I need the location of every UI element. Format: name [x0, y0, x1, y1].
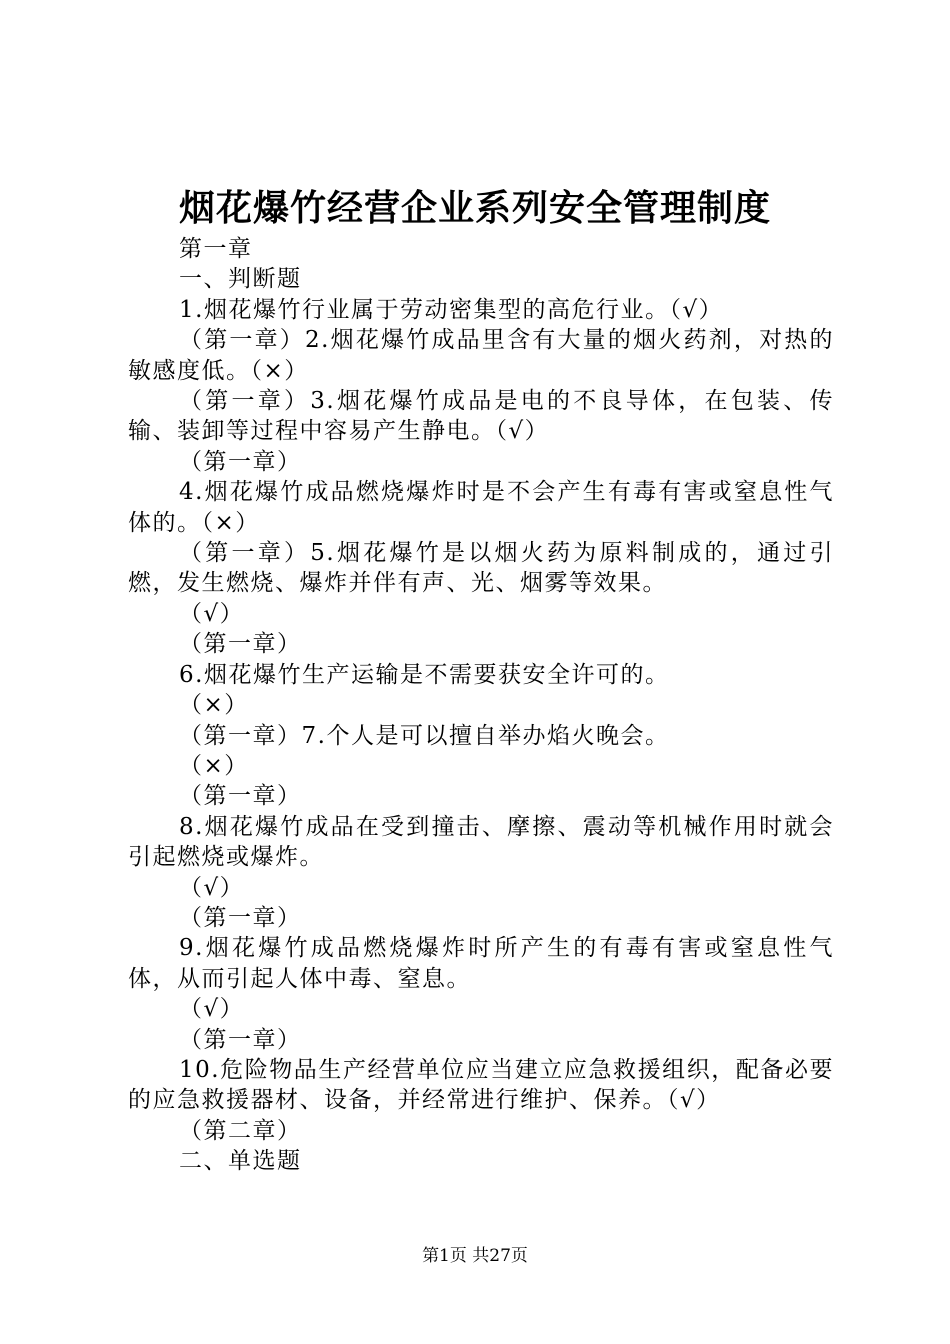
- paragraph: （第一章）5.烟花爆竹是以烟火药为原料制成的，通过引燃，发生燃烧、爆炸并伴有声、光、烟雾等效果。: [128, 540, 834, 597]
- chapter-heading: 第一章: [179, 236, 253, 262]
- paragraph: （第一章）: [179, 904, 302, 931]
- paragraph: 8.烟花爆竹成品在受到撞击、摩擦、震动等机械作用时就会引起燃烧或爆炸。: [128, 813, 834, 871]
- paragraph: 10.危险物品生产经营单位应当建立应急救援组织，配备必要的应急救援器材、设备，并经常进行维护、保养。（√）: [128, 1056, 834, 1114]
- document-body: [128, 234, 834, 1177]
- document-title: 烟花爆竹经营企业系列安全管理制度: [178, 187, 771, 229]
- paragraph: 6.烟花爆竹生产运输是不需要获安全许可的。: [179, 661, 670, 688]
- paragraph: （√）: [179, 996, 245, 1023]
- paragraph: （×）: [179, 752, 249, 779]
- paragraph: （第一章）7.个人是可以擅自举办焰火晚会。: [179, 722, 670, 749]
- paragraph: （第一章）: [179, 1026, 302, 1053]
- paragraph: （√）: [179, 600, 245, 627]
- paragraph: 1.烟花爆竹行业属于劳动密集型的高危行业。（√）: [179, 296, 724, 323]
- paragraph: （第一章）: [179, 448, 302, 475]
- paragraph: （第二章）: [179, 1117, 302, 1144]
- paragraph: （第一章）3.烟花爆竹成品是电的不良导体，在包装、传输、装卸等过程中容易产生静电。（√）: [128, 388, 834, 445]
- section-heading: 一、判断题: [179, 266, 302, 293]
- paragraph: 4.烟花爆竹成品燃烧爆炸时是不会产生有毒有害或窒息性气体的。（×）: [128, 479, 834, 536]
- paragraph: （第一章）2.烟花爆竹成品里含有大量的烟火药剂，对热的敏感度低。（×）: [128, 327, 834, 384]
- paragraph: （第一章）: [179, 631, 302, 658]
- paragraph: 9.烟花爆竹成品燃烧爆炸时所产生的有毒有害或窒息性气体，从而引起人体中毒、窒息。: [128, 935, 834, 992]
- page-number-footer: 第1页 共27页: [422, 1246, 528, 1266]
- paragraph: （×）: [179, 692, 249, 719]
- paragraph: （第一章）: [179, 783, 302, 810]
- section-heading: 二、单选题: [179, 1148, 302, 1175]
- paragraph: （√）: [179, 874, 245, 901]
